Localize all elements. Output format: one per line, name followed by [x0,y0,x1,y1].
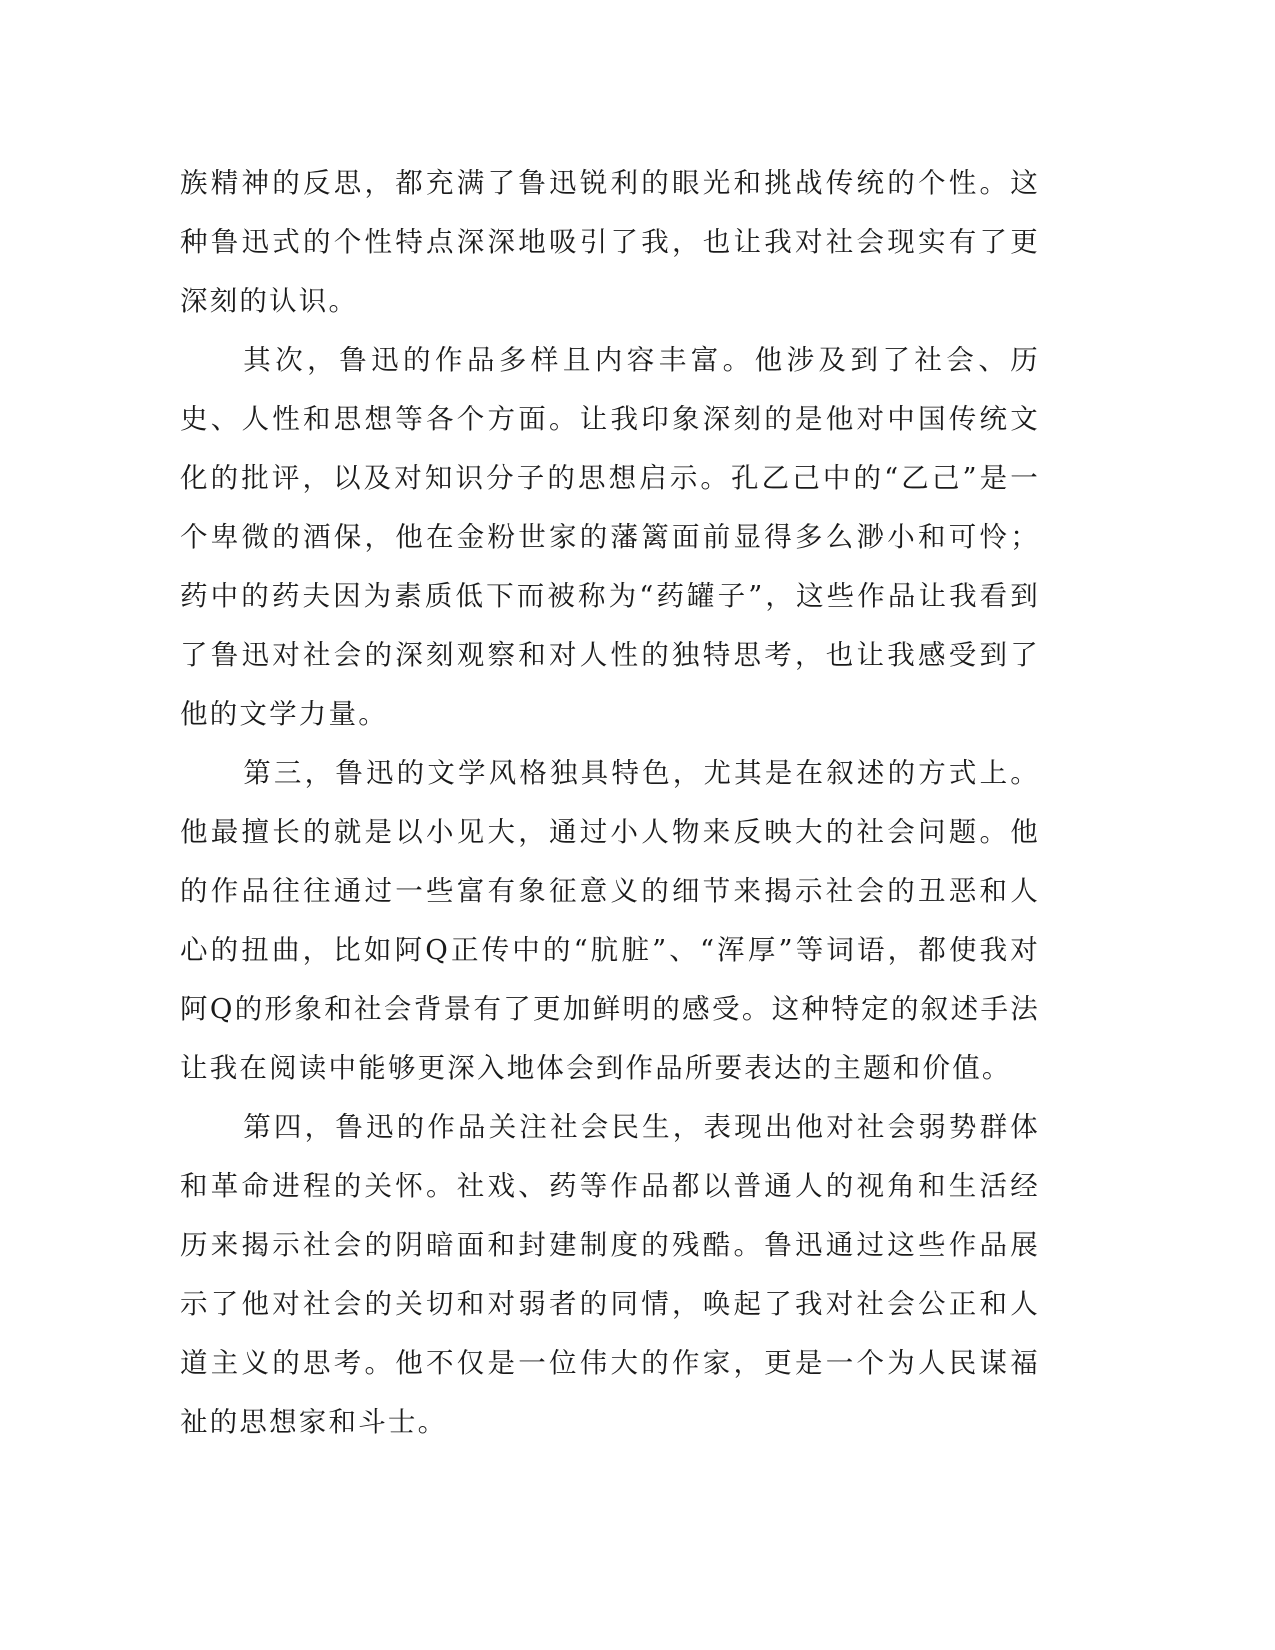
paragraph-third-point: 第三，鲁迅的文学风格独具特色，尤其是在叙述的方式上。他最擅长的就是以小见大，通过小人物来反映大的社会问题。他的作品往往通过一些富有象征意义的细节来揭示社会的丑恶和人心的扭曲，比如阿Q正传中的“肮脏”、“浑厚”等词语，都使我对阿Q的形象和社会背景有了更加鲜明的感受。这种特定的叙述手法让我在阅读中能够更深入地体会到作品所要表达的主题和价值。 [180,757,1040,1084]
paragraph-continued: 族精神的反思，都充满了鲁迅锐利的眼光和挑战传统的个性。这种鲁迅式的个性特点深深地吸引了我，也让我对社会现实有了更深刻的认识。 [180,167,1040,317]
document-body [180,154,1040,1452]
paragraph-fourth-point: 第四，鲁迅的作品关注社会民生，表现出他对社会弱势群体和革命进程的关怀。社戏、药等作品都以普通人的视角和生活经历来揭示社会的阴暗面和封建制度的残酷。鲁迅通过这些作品展示了他对社会的关切和对弱者的同情，唤起了我对社会公正和人道主义的思考。他不仅是一位伟大的作家，更是一个为人民谋福祉的思想家和斗士。 [180,1111,1040,1438]
paragraph-second-point: 其次，鲁迅的作品多样且内容丰富。他涉及到了社会、历史、人性和思想等各个方面。让我印象深刻的是他对中国传统文化的批评，以及对知识分子的思想启示。孔乙己中的“乙己”是一个卑微的酒保，他在金粉世家的藩篱面前显得多么渺小和可怜；药中的药夫因为素质低下而被称为“药罐子”，这些作品让我看到了鲁迅对社会的深刻观察和对人性的独特思考，也让我感受到了他的文学力量。 [180,344,1040,730]
